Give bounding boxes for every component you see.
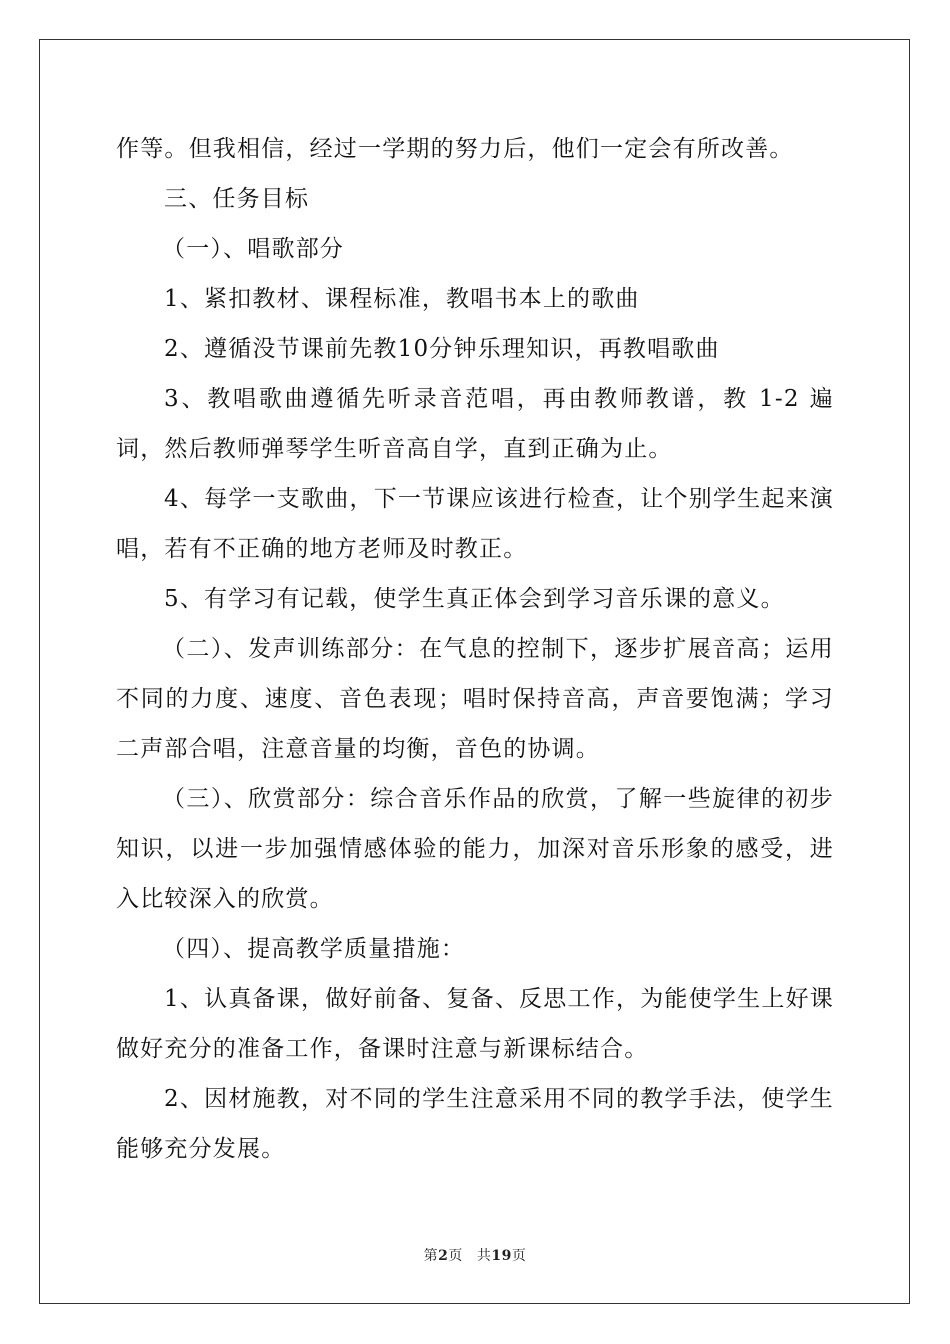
list-item: 5、有学习有记载，使学生真正体会到学习音乐课的意义。 [164,586,785,612]
page-footer [0,1245,950,1265]
subsection-heading: （一）、唱歌部分 [162,236,345,262]
page-label-suffix: 页 [448,1248,463,1264]
total-label-prefix: 共 [476,1248,492,1264]
list-item: 2、因材施教，对不同的学生注意采用不同的教学手法，使学生能够充分发展。 [116,1086,834,1162]
subsection-heading: （四）、提高教学质量措施： [162,936,466,962]
section-heading: 三、任务目标 [164,186,310,212]
paragraph: （二）、发声训练部分：在气息的控制下，逐步扩展音高；运用不同的力度、速度、音色表现；唱时保持音高，声音要饱满；学习二声部合唱，注意音量的均衡，音色的协调。 [116,636,834,762]
list-item: 1、紧扣教材、课程标准，教唱书本上的歌曲 [164,286,640,312]
current-page-number: 2 [438,1248,449,1264]
total-label-suffix: 页 [511,1248,527,1264]
list-item: 3、教唱歌曲遵循先听录音范唱，再由教师教谱，教 1-2 遍词，然后教师弹琴学生听音高自学，直到正确为止。 [116,386,834,462]
page-label-prefix: 第 [423,1248,439,1264]
document-body [116,124,834,1174]
paragraph: 作等。但我相信，经过一学期的努力后，他们一定会有所改善。 [116,136,794,162]
list-item: 1、认真备课，做好前备、复备、反思工作，为能使学生上好课做好充分的准备工作，备课时注意与新课标结合。 [116,986,834,1062]
paragraph: （三）、欣赏部分：综合音乐作品的欣赏，了解一些旋律的初步知识，以进一步加强情感体验的能力，加深对音乐形象的感受，进入比较深入的欣赏。 [116,786,834,912]
list-item: 4、每学一支歌曲，下一节课应该进行检查，让个别学生起来演唱，若有不正确的地方老师及时教正。 [116,486,834,562]
total-page-count: 19 [491,1248,512,1264]
list-item: 2、遵循没节课前先教10分钟乐理知识，再教唱歌曲 [164,336,720,362]
